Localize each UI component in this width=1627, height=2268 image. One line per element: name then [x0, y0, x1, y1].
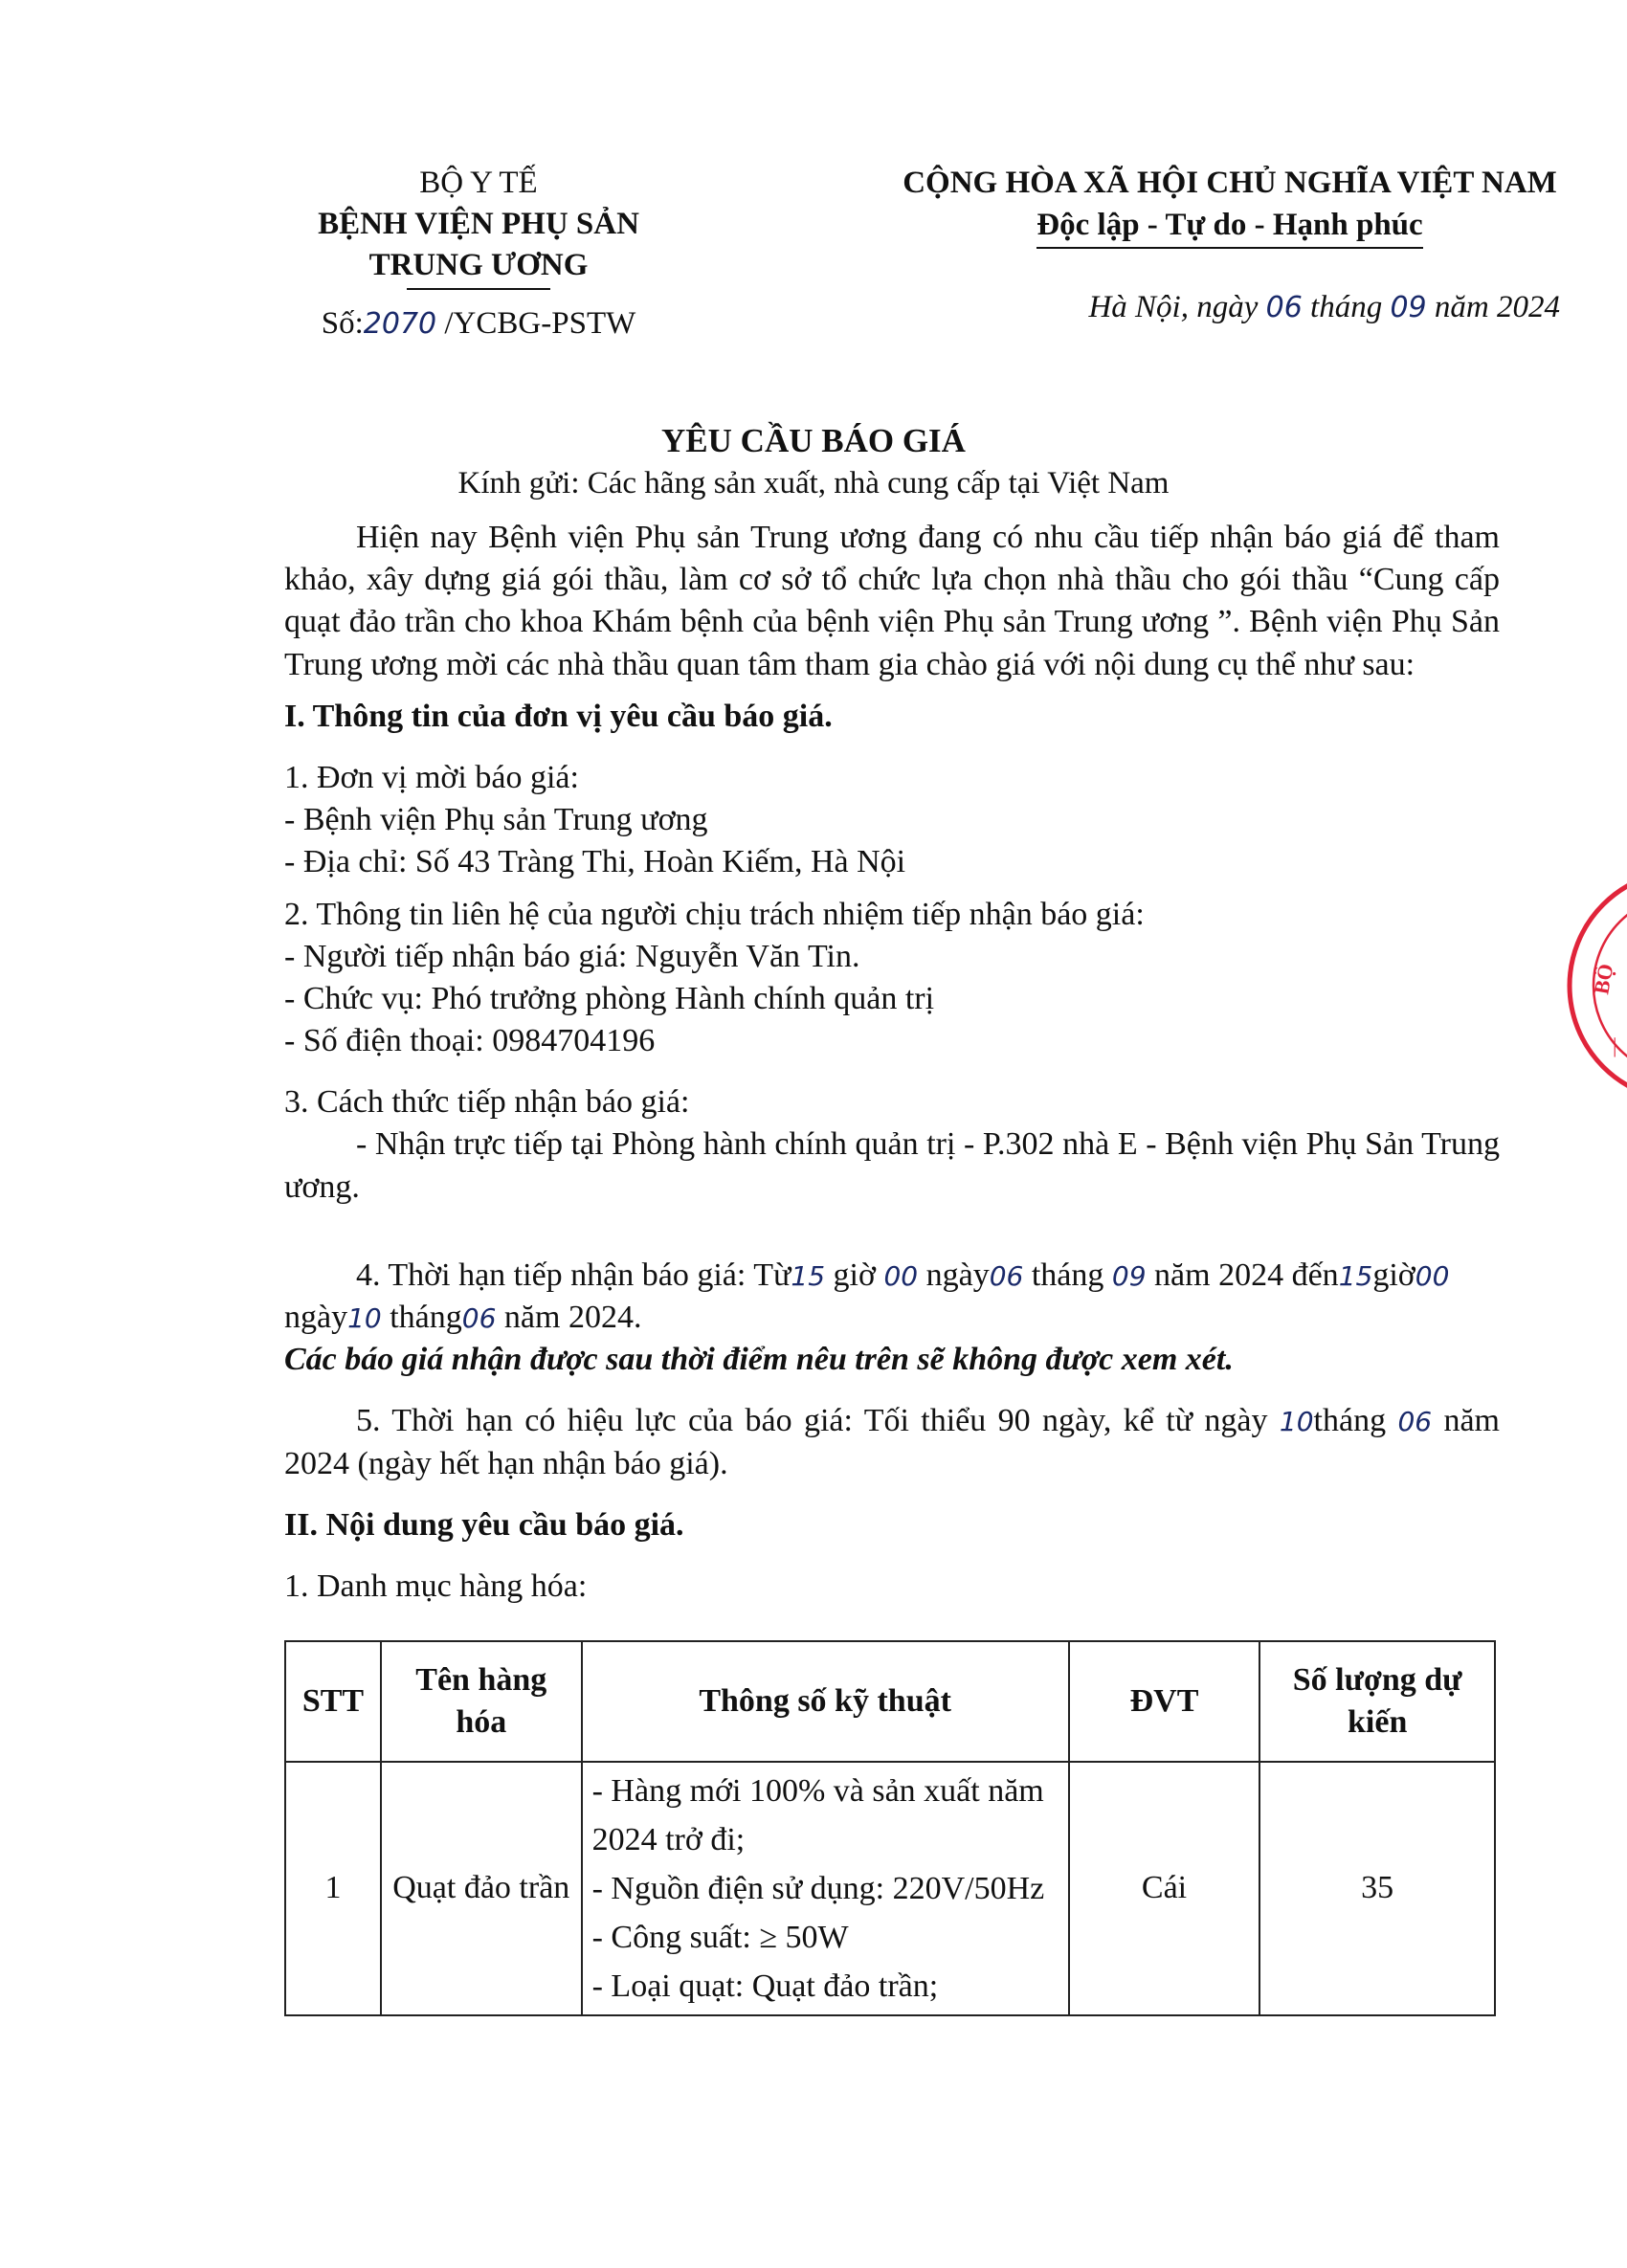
- handwritten-value: 10: [1279, 1406, 1314, 1438]
- stamp-icon: [1522, 861, 1627, 1110]
- cell-specs: [582, 1762, 1069, 2015]
- ministry-name: BỘ Y TẾ: [419, 166, 538, 200]
- date-day-handwritten: 06: [1265, 290, 1303, 324]
- date-month-handwritten: 09: [1390, 290, 1427, 324]
- handwritten-value: 00: [1415, 1259, 1450, 1292]
- item-3-text: - Nhận trực tiếp tại Phòng hành chính quản trị - P.302 nhà E - Bệnh viện Phụ Sản Trung ương.: [284, 1126, 1500, 1205]
- cell-unit: Cái: [1069, 1762, 1260, 2015]
- table-header-row: [285, 1641, 1495, 1762]
- item-2-line: - Người tiếp nhận báo giá: Nguyễn Văn Tin.: [284, 938, 860, 974]
- handwritten-value: 06: [461, 1302, 497, 1334]
- document-body: [284, 517, 1500, 1608]
- section-1-heading: I. Thông tin của đơn vị yêu cầu báo giá.: [284, 698, 833, 734]
- item-1-line: - Địa chỉ: Số 43 Tràng Thi, Hoàn Kiếm, Hà Nội: [284, 844, 906, 880]
- column-header: STT: [285, 1641, 381, 1762]
- spec-line: - Nguồn điện sử dụng: 220V/50Hz: [591, 1871, 1045, 1906]
- country-name: CỘNG HÒA XÃ HỘI CHỦ NGHĨA VIỆT NAM: [903, 166, 1557, 200]
- column-header: Thông số kỹ thuật: [582, 1641, 1069, 1762]
- issuer-underline: [407, 288, 550, 290]
- stamp-text: BỘ: [1589, 962, 1618, 996]
- hospital-name-line1: BỆNH VIỆN PHỤ SẢN: [318, 206, 639, 241]
- official-stamp: [1522, 861, 1627, 1110]
- item-3-label: 3. Cách thức tiếp nhận báo giá:: [284, 1084, 690, 1121]
- cell-quantity: 35: [1259, 1762, 1495, 2015]
- column-header: Số lượng dự kiến: [1259, 1641, 1495, 1762]
- national-motto: Độc lập - Tự do - Hạnh phúc: [1036, 205, 1422, 249]
- handwritten-value: 15: [791, 1259, 826, 1292]
- table-row: [285, 1762, 1495, 2015]
- intro-paragraph: Hiện nay Bệnh viện Phụ sản Trung ương đang có nhu cầu tiếp nhận báo giá để tham khảo, xây dựng giá gói thầu, làm cơ sở tổ chức lựa chọn nhà thầu cho gói thầu “Cung cấp quạt đảo trần cho khoa Khám bệnh của bệnh viện Phụ sản Trung ương ”. Bệnh viện Phụ Sản Trung ương mời các nhà thầu quan tâm tham gia chào giá với nội dung cụ thể như sau:: [284, 520, 1500, 682]
- section-2-heading: II. Nội dung yêu cầu báo giá.: [284, 1506, 684, 1543]
- handwritten-value: 15: [1338, 1259, 1373, 1292]
- spec-line: - Loại quạt: Quạt đảo trần;: [591, 1968, 939, 2004]
- column-header: Tên hàng hóa: [381, 1641, 582, 1762]
- goods-table: [284, 1640, 1496, 2016]
- cell-item-name: Quạt đảo trần: [381, 1762, 582, 2015]
- cell-stt: 1: [285, 1762, 381, 2015]
- item-2-line: - Số điện thoại: 0984704196: [284, 1023, 656, 1059]
- handwritten-value: 06: [1397, 1406, 1433, 1438]
- item-5-text: 5. Thời hạn có hiệu lực của báo giá: Tối thiểu 90 ngày, kể từ ngày 10tháng 06 năm 2024 (ngày hết hạn nhận báo giá).: [284, 1403, 1500, 1481]
- column-header: ĐVT: [1069, 1641, 1260, 1762]
- spec-line: - Công suất: ≥ 50W: [591, 1920, 849, 1955]
- goods-list-label: 1. Danh mục hàng hóa:: [284, 1568, 588, 1604]
- stamp-mark: |: [1613, 1034, 1617, 1057]
- item-2-line: - Chức vụ: Phó trưởng phòng Hành chính quản trị: [284, 980, 935, 1016]
- item-2-label: 2. Thông tin liên hệ của người chịu trách nhiệm tiếp nhận báo giá:: [284, 896, 1145, 932]
- document-number: Số:2070 /YCBG-PSTW: [321, 305, 636, 341]
- hospital-name-line2: TRUNG ƯƠNG: [368, 247, 589, 282]
- issuer-block: [287, 163, 670, 345]
- item-1-label: 1. Đơn vị mời báo giá:: [284, 759, 579, 795]
- document-title: YÊU CẦU BÁO GIÁ: [661, 422, 966, 459]
- late-quote-notice: Các báo giá nhận được sau thời điểm nêu trên sẽ không được xem xét.: [284, 1342, 1234, 1378]
- handwritten-value: 10: [347, 1302, 382, 1334]
- recipient-line: Kính gửi: Các hãng sản xuất, nhà cung cấp tại Việt Nam: [457, 466, 1170, 500]
- document-date: Hà Nội, ngày 06 tháng 09 năm 2024: [1088, 289, 1560, 324]
- handwritten-value: 06: [989, 1259, 1024, 1292]
- spec-line: - Hàng mới 100% và sản xuất năm 2024 trở đi;: [591, 1773, 1044, 1857]
- item-4-text: 4. Thời hạn tiếp nhận báo giá: Từ15 giờ 00 ngày06 tháng 09 năm 2024 đến15giờ00 ngày10 tháng06 năm 2024.: [284, 1256, 1450, 1335]
- handwritten-value: 09: [1111, 1259, 1147, 1292]
- item-1-line: - Bệnh viện Phụ sản Trung ương: [284, 802, 708, 838]
- national-header: [880, 163, 1579, 328]
- document-number-handwritten: 2070: [363, 306, 437, 341]
- handwritten-value: 00: [883, 1259, 919, 1292]
